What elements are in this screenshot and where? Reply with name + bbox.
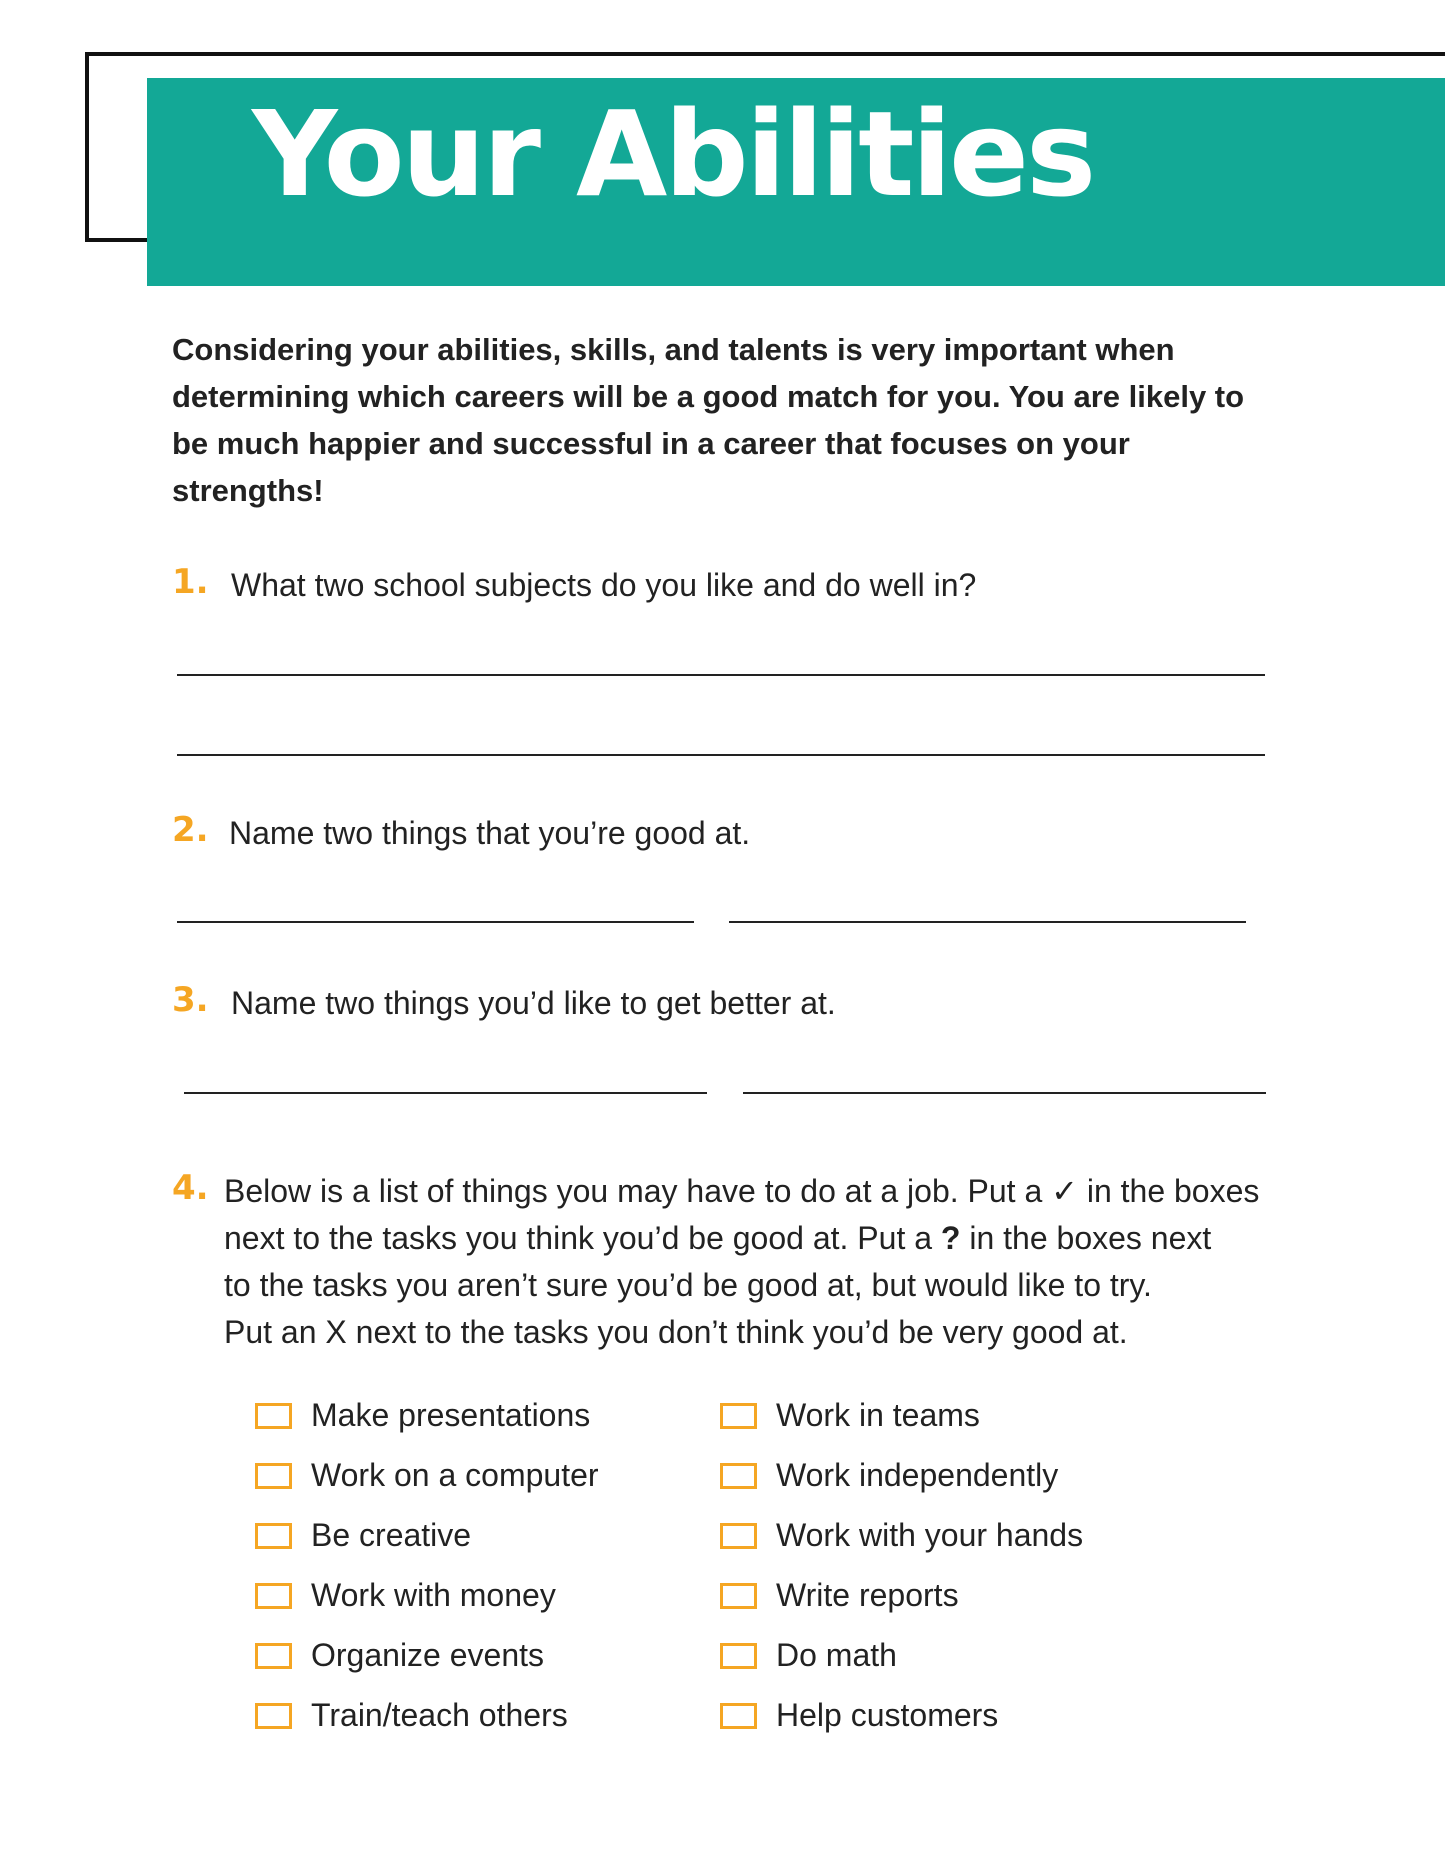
task-checkbox[interactable]: [255, 1583, 292, 1609]
task-label: Write reports: [776, 1577, 959, 1613]
task-label: Work on a computer: [311, 1457, 599, 1493]
task-label: Work in teams: [776, 1397, 980, 1433]
task-item[interactable]: [720, 1517, 1083, 1554]
question-4-number: 4.: [172, 1168, 209, 1208]
answer-line-1a[interactable]: [177, 674, 1265, 676]
task-item[interactable]: [255, 1697, 568, 1734]
task-label: Work with money: [311, 1577, 556, 1613]
answer-line-2b[interactable]: [729, 921, 1246, 923]
task-label: Help customers: [776, 1697, 999, 1733]
question-4-line-4: Put an X next to the tasks you don’t think you’d be very good at.: [224, 1314, 1128, 1350]
task-label: Work independently: [776, 1457, 1059, 1493]
check-mark-symbol: ✓: [1051, 1173, 1078, 1209]
answer-line-1b[interactable]: [177, 754, 1265, 756]
answer-line-2a[interactable]: [177, 921, 694, 923]
task-checkbox[interactable]: [255, 1523, 292, 1549]
question-3-text: Name two things you’d like to get better at.: [231, 985, 836, 1021]
task-label: Work with your hands: [776, 1517, 1084, 1553]
intro-paragraph: Considering your abilities, skills, and talents is very important when determining which careers will be a good match for you. You are likely to be much happier and successful in a career that focuses on your strengths!: [172, 332, 1245, 508]
question-4-line-2-end: in the boxes next: [960, 1220, 1212, 1256]
task-checkbox[interactable]: [255, 1703, 292, 1729]
task-label: Make presentations: [311, 1397, 591, 1433]
answer-line-3a[interactable]: [184, 1092, 707, 1094]
question-mark-symbol: ?: [940, 1220, 961, 1256]
task-label: Train/teach others: [311, 1697, 568, 1733]
task-checkbox[interactable]: [720, 1703, 757, 1729]
task-checkbox[interactable]: [720, 1643, 757, 1669]
task-item[interactable]: [255, 1637, 544, 1674]
question-1-number: 1.: [172, 562, 209, 602]
task-checkbox[interactable]: [255, 1643, 292, 1669]
question-4-line-2-start: next to the tasks you think you’d be good at. Put a: [224, 1220, 941, 1256]
question-4-line-1-end: in the boxes: [1077, 1173, 1260, 1209]
task-item[interactable]: [255, 1457, 599, 1494]
question-4-line-1-start: Below is a list of things you may have to do at a job. Put a: [224, 1173, 1052, 1209]
answer-line-3b[interactable]: [743, 1092, 1266, 1094]
task-item[interactable]: [720, 1697, 998, 1734]
question-4-line-2: [224, 1215, 1211, 1262]
task-item[interactable]: [255, 1397, 590, 1434]
question-2-number: 2.: [172, 810, 209, 850]
task-item[interactable]: [255, 1577, 556, 1614]
task-checkbox[interactable]: [720, 1523, 757, 1549]
task-label: Be creative: [311, 1517, 472, 1553]
question-1-text: What two school subjects do you like and do well in?: [231, 567, 977, 603]
task-checkbox[interactable]: [255, 1403, 292, 1429]
question-2-text: Name two things that you’re good at.: [229, 815, 751, 851]
task-checkbox[interactable]: [720, 1463, 757, 1489]
task-label: Do math: [776, 1637, 897, 1673]
task-item[interactable]: [720, 1577, 959, 1614]
task-label: Organize events: [311, 1637, 545, 1673]
task-checkbox[interactable]: [720, 1583, 757, 1609]
task-item[interactable]: [720, 1397, 980, 1434]
page-title: Your Abilities: [252, 85, 1094, 223]
task-item[interactable]: [255, 1517, 471, 1554]
question-4-line-1: [224, 1168, 1259, 1215]
task-item[interactable]: [720, 1457, 1058, 1494]
question-3-number: 3.: [172, 980, 209, 1020]
question-4-line-3: to the tasks you aren’t sure you’d be good at, but would like to try.: [224, 1267, 1152, 1303]
task-item[interactable]: [720, 1637, 897, 1674]
task-checkbox[interactable]: [255, 1463, 292, 1489]
task-checkbox[interactable]: [720, 1403, 757, 1429]
